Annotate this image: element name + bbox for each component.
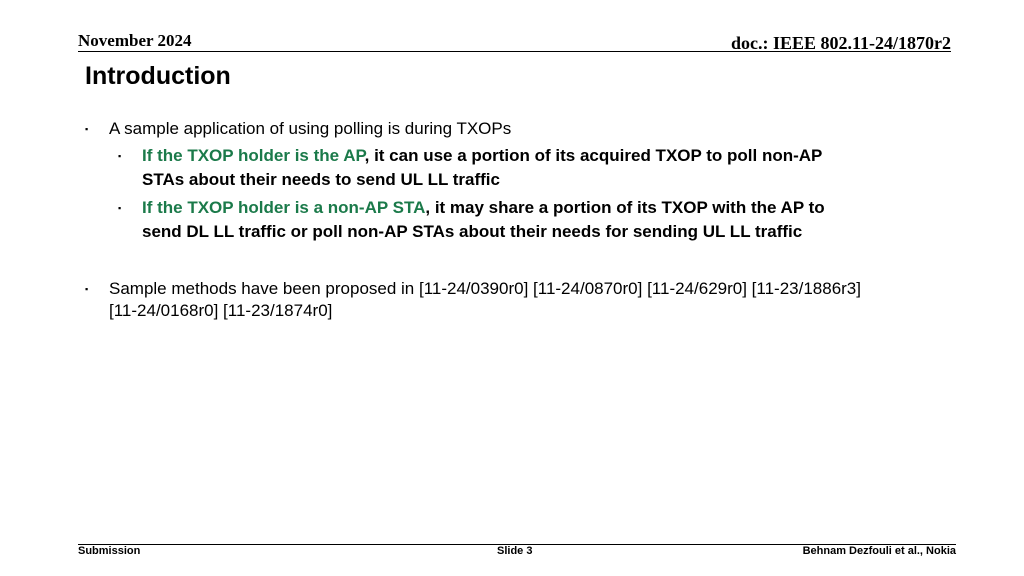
footer-submission: Submission bbox=[78, 545, 141, 557]
sub-bullet-marker: ▪ bbox=[118, 151, 122, 161]
sub-bullet-1-line-2: STAs about their needs to send UL LL traffic bbox=[142, 170, 500, 189]
sub-bullet-1-line-1 bbox=[142, 143, 822, 169]
header-date: November 2024 bbox=[78, 31, 192, 50]
bullet-2-line-1: Sample methods have been proposed in [11-24/0390r0] [11-24/0870r0] [11-24/629r0] [11-23/1886r3] bbox=[109, 279, 861, 298]
footer-slide-number: Slide 3 bbox=[497, 545, 533, 557]
sub-bullet-2-line-1 bbox=[142, 195, 825, 221]
bullet-2-line-2: [11-24/0168r0] [11-23/1874r0] bbox=[109, 301, 333, 320]
slide-title: Introduction bbox=[85, 62, 231, 90]
header-doc-id: doc.: IEEE 802.11-24/1870r2 bbox=[730, 33, 951, 53]
sub-bullet-marker: ▪ bbox=[118, 203, 122, 213]
sub-bullet-2-line-2: send DL LL traffic or poll non-AP STAs about their needs for sending UL LL traffic bbox=[142, 222, 803, 241]
header-divider bbox=[78, 51, 951, 52]
bullet-marker: ▪ bbox=[85, 284, 89, 294]
bullet-marker: ▪ bbox=[85, 124, 89, 134]
sub-bullet-2-highlight: If the TXOP holder is a non-AP STA bbox=[142, 198, 426, 217]
sub-bullet-1-highlight: If the TXOP holder is the AP bbox=[142, 146, 365, 165]
footer-author: Behnam Dezfouli et al., Nokia bbox=[802, 545, 956, 557]
sub-bullet-1-rest: , it can use a portion of its acquired TXOP to poll non-AP bbox=[364, 146, 823, 165]
sub-bullet-2-rest: , it may share a portion of its TXOP with the AP to bbox=[425, 198, 825, 217]
bullet-1-text: A sample application of using polling is during TXOPs bbox=[109, 119, 512, 138]
